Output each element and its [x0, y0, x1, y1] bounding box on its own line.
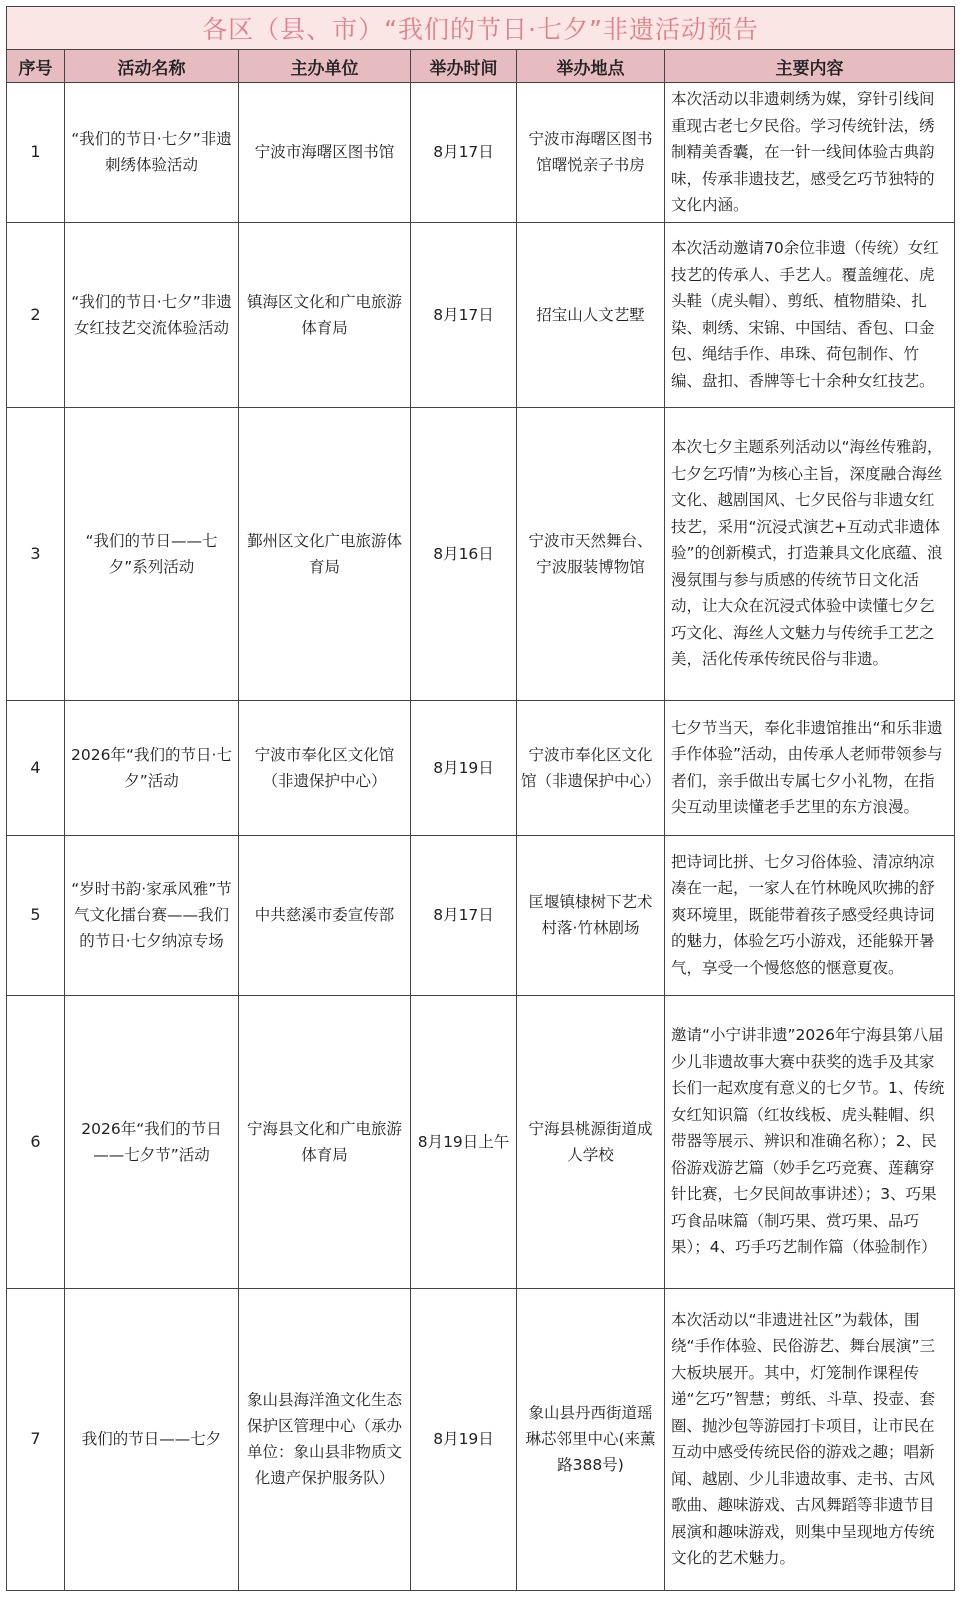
row-organizer: 镇海区文化和广电旅游体育局 [239, 222, 411, 407]
row-organizer: 宁波市海曙区图书馆 [239, 83, 411, 223]
row-name: 我们的节日——七夕 [65, 1288, 239, 1590]
header-row [7, 50, 955, 83]
row-content: 本次活动邀请70余位非遗（传统）女红技艺的传承人、手艺人。覆盖缠花、虎头鞋（虎头帽）、剪纸、植物腊染、扎染、刺绣、宋锦、中国结、香包、口金包、绳结手作、串珠、荷包制作、竹编、盘扣、香牌等七十余种女红技艺。 [665, 222, 955, 407]
row-content: 本次活动以“非遗进社区”为载体，围绕“手作体验、民俗游艺、舞台展演”三大板块展开。其中，灯笼制作课程传递“乞巧”智慧；剪纸、斗草、投壶、套圈、抛沙包等游园打卡项目，让市民在互动中感受传统民俗的游戏之趣；唱新闻、越剧、少儿非遗故事、走书、古风歌曲、趣味游戏、古风舞蹈等非遗节目展演和趣味游戏，则集中呈现地方传统文化的艺术魅力。 [665, 1288, 955, 1590]
row-place: 宁波市天然舞台、宁波服装博物馆 [517, 407, 665, 700]
header-no: 序号 [7, 50, 65, 83]
row-no: 5 [7, 835, 65, 995]
header-time: 举办时间 [411, 50, 517, 83]
row-content: 本次七夕主题系列活动以“海丝传雅韵，七夕乞巧情”为核心主旨，深度融合海丝文化、越剧国风、七夕民俗与非遗女红技艺，采用“沉浸式演艺+互动式非遗体验”的创新模式，打造兼具文化底蕴、浪漫氛围与参与质感的传统节日文化活动，让大众在沉浸式体验中读懂七夕乞巧文化、海丝人文魅力与传统手工艺之美，活化传承传统民俗与非遗。 [665, 407, 955, 700]
table-row [7, 407, 955, 700]
row-time: 8月17日 [411, 83, 517, 223]
row-no: 3 [7, 407, 65, 700]
header-content: 主要内容 [665, 50, 955, 83]
row-name: 2026年“我们的节日——七夕节”活动 [65, 995, 239, 1288]
row-organizer: 中共慈溪市委宣传部 [239, 835, 411, 995]
row-time: 8月16日 [411, 407, 517, 700]
row-time: 8月19日 [411, 1288, 517, 1590]
table-row [7, 1288, 955, 1590]
title-row [7, 7, 955, 50]
table-row [7, 995, 955, 1288]
header-place: 举办地点 [517, 50, 665, 83]
row-no: 1 [7, 83, 65, 223]
table-title: 各区（县、市）“我们的节日·七夕”非遗活动预告 [7, 7, 955, 50]
row-content: 把诗词比拼、七夕习俗体验、清凉纳凉凑在一起，一家人在竹林晚风吹拂的舒爽环境里，既能带着孩子感受经典诗词的魅力，体验乞巧小游戏，还能躲开暑气，享受一个慢悠悠的惬意夏夜。 [665, 835, 955, 995]
row-organizer: 鄞州区文化广电旅游体育局 [239, 407, 411, 700]
row-time: 8月19日上午 [411, 995, 517, 1288]
row-name: “我们的节日——七夕”系列活动 [65, 407, 239, 700]
table-row [7, 222, 955, 407]
row-no: 2 [7, 222, 65, 407]
row-no: 4 [7, 700, 65, 835]
activity-table [6, 6, 955, 1591]
table-row [7, 700, 955, 835]
row-no: 7 [7, 1288, 65, 1590]
row-time: 8月17日 [411, 222, 517, 407]
row-name: “我们的节日·七夕”非遗女红技艺交流体验活动 [65, 222, 239, 407]
row-organizer: 宁海县文化和广电旅游体育局 [239, 995, 411, 1288]
row-content: 邀请“小宁讲非遗”2026年宁海县第八届少儿非遗故事大赛中获奖的选手及其家长们一起欢度有意义的七夕节。1、传统女红知识篇（红妆线板、虎头鞋帽、织带器等展示、辨识和准确名称）；2、民俗游戏游艺篇（妙手乞巧竞赛、莲藕穿针比赛，七夕民间故事讲述）；3、巧果巧食品味篇（制巧果、赏巧果、品巧果）；4、巧手巧艺制作篇（体验制作） [665, 995, 955, 1288]
row-place: 象山县丹西街道瑶琳芯邻里中心(来薰路388号) [517, 1288, 665, 1590]
row-name: “我们的节日·七夕”非遗刺绣体验活动 [65, 83, 239, 223]
table-row [7, 83, 955, 223]
row-time: 8月19日 [411, 700, 517, 835]
row-time: 8月17日 [411, 835, 517, 995]
header-name: 活动名称 [65, 50, 239, 83]
row-place: 匡堰镇棣树下艺术村落·竹林剧场 [517, 835, 665, 995]
header-organizer: 主办单位 [239, 50, 411, 83]
row-place: 宁波市海曙区图书馆曙悦亲子书房 [517, 83, 665, 223]
table-row [7, 835, 955, 995]
row-place: 宁波市奉化区文化馆（非遗保护中心） [517, 700, 665, 835]
row-organizer: 宁波市奉化区文化馆（非遗保护中心） [239, 700, 411, 835]
row-organizer: 象山县海洋渔文化生态保护区管理中心（承办单位：象山县非物质文化遗产保护服务队） [239, 1288, 411, 1590]
row-no: 6 [7, 995, 65, 1288]
row-name: “岁时书韵·家承风雅”节气文化擂台赛——我们的节日·七夕纳凉专场 [65, 835, 239, 995]
schedule-sheet [6, 6, 954, 1591]
row-place: 招宝山人文艺墅 [517, 222, 665, 407]
row-content: 本次活动以非遗刺绣为媒，穿针引线间重现古老七夕民俗。学习传统针法，绣制精美香囊，在一针一线间体验古典韵味，传承非遗技艺，感受乞巧节独特的文化内涵。 [665, 83, 955, 223]
row-place: 宁海县桃源街道成人学校 [517, 995, 665, 1288]
row-name: 2026年“我们的节日·七夕”活动 [65, 700, 239, 835]
row-content: 七夕节当天，奉化非遗馆推出“和乐非遗手作体验”活动，由传承人老师带领参与者们，亲手做出专属七夕小礼物，在指尖互动里读懂老手艺里的东方浪漫。 [665, 700, 955, 835]
